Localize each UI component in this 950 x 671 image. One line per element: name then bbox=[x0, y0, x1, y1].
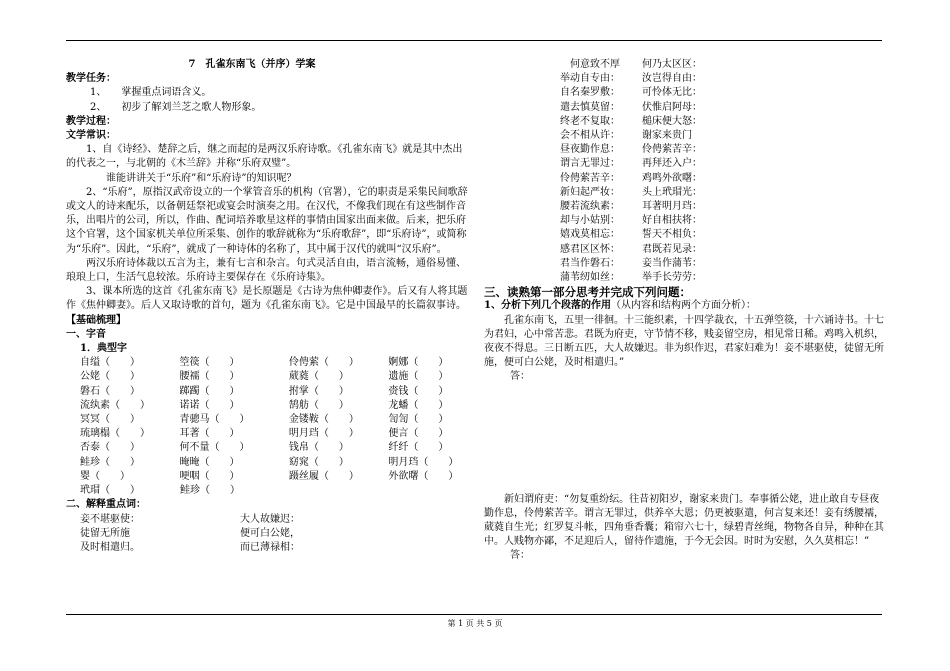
char-item: 磐石（ ） bbox=[80, 385, 140, 397]
char-item: 否泰（ ） bbox=[80, 442, 140, 454]
word-item: 腰若流纨素： bbox=[560, 201, 620, 213]
word-item: 感君区区怀： bbox=[560, 243, 620, 255]
word-item: 伏惟启阿母： bbox=[642, 101, 702, 113]
word-item: 伶俜萦苦辛： bbox=[642, 144, 702, 156]
word-item: 槌床便大怒： bbox=[642, 115, 702, 127]
char-item: 耳著（ ） bbox=[179, 428, 240, 440]
word-row bbox=[484, 58, 884, 72]
subsection-typical-chars: 1．典型字 bbox=[80, 343, 127, 355]
word-row bbox=[484, 115, 884, 129]
left-column bbox=[66, 58, 468, 555]
char-item: 青骢马（ ） bbox=[179, 414, 250, 426]
word-row bbox=[484, 143, 884, 157]
char-item: 金镂鞍（ ） bbox=[288, 414, 359, 426]
literature-question: 谁能讲讲关于“乐府”和“乐府诗”的知识呢？ bbox=[106, 172, 297, 184]
word-item: 举手长劳劳： bbox=[642, 272, 702, 284]
page-title: 7 孔雀东南飞（并序）学案 bbox=[188, 59, 316, 70]
question-1-note: （从内容和结构两个方面分析）： bbox=[610, 300, 756, 312]
char-row bbox=[80, 441, 468, 455]
word-item: 徒留无所施 bbox=[80, 527, 130, 539]
word-row bbox=[484, 186, 884, 200]
literature-paragraph: 两汉乐府诗体裁以五言为主，兼有七言和杂言。句式灵活自由，语言流畅，通俗易懂、琅琅上口，生活气息较浓。乐府诗主要保存在《乐府诗集》。 bbox=[66, 257, 466, 284]
footer-rule bbox=[66, 614, 882, 615]
word-item: 可怜体无比： bbox=[642, 87, 702, 99]
word-item: 谓言无罪过： bbox=[560, 158, 620, 170]
section-key-words: 二、解释重点词： bbox=[66, 499, 146, 511]
char-item: 自缢（ ） bbox=[80, 357, 140, 369]
answer-2-label: 答： bbox=[510, 550, 530, 562]
char-row bbox=[80, 427, 468, 441]
word-item: 耳著明月珰： bbox=[642, 201, 702, 213]
word-item: 谢家来贵门 bbox=[642, 130, 692, 142]
word-item: 妾不堪驱使： bbox=[80, 513, 140, 525]
literature-paragraph: 1、自《诗经》、楚辞之后，继之而起的是两汉乐府诗歌。《孔雀东南飞》就是其中杰出的代表之一，与北朝的《木兰辞》并称“乐府双璧”。 bbox=[66, 144, 463, 170]
char-row bbox=[80, 456, 468, 470]
word-item: 自名秦罗敷： bbox=[560, 87, 620, 99]
task-item: 1、 掌握重点词语含义。 bbox=[90, 87, 212, 99]
right-column bbox=[484, 58, 884, 564]
word-item: 头上玳瑁光： bbox=[642, 186, 702, 198]
char-row bbox=[80, 399, 468, 413]
char-item: 拊掌（ ） bbox=[288, 385, 349, 397]
word-item: 何意致不厚 bbox=[570, 59, 620, 70]
char-item: 踯躅（ ） bbox=[179, 385, 240, 397]
word-item: 再拜还入户： bbox=[642, 158, 702, 170]
word-list bbox=[66, 513, 468, 556]
tasks-heading: 教学任务： bbox=[66, 73, 116, 85]
char-item: 蹑丝履（ ） bbox=[288, 470, 359, 482]
word-row bbox=[484, 72, 884, 86]
char-item: 腰襦（ ） bbox=[179, 371, 240, 383]
word-row bbox=[66, 541, 468, 555]
char-item: 婀娜（ ） bbox=[388, 357, 449, 369]
word-item: 汝岂得自由： bbox=[642, 73, 702, 85]
char-item: 纤纤（ ） bbox=[388, 442, 449, 454]
char-item: 伶俜萦（ ） bbox=[288, 357, 359, 369]
reading-heading: 三、读熟第一部分思考并完成下列问题： bbox=[484, 285, 691, 300]
word-row bbox=[484, 157, 884, 171]
char-item: 明月珰（ ） bbox=[288, 428, 359, 440]
word-row bbox=[484, 101, 884, 115]
word-item: 新妇起严妆： bbox=[560, 186, 620, 198]
word-row bbox=[484, 271, 884, 285]
char-item: 便言（ ） bbox=[388, 428, 449, 440]
word-item: 而已薄禄相： bbox=[240, 541, 300, 553]
word-item: 嬉戏莫相忘： bbox=[560, 229, 620, 241]
task-item: 2、 初步了解刘兰芝之歌人物形象。 bbox=[90, 101, 262, 113]
char-row bbox=[80, 413, 468, 427]
char-item: 箜篌（ ） bbox=[179, 357, 240, 369]
word-row bbox=[66, 527, 468, 541]
question-1 bbox=[484, 299, 884, 313]
char-item: 訇訇（ ） bbox=[388, 414, 449, 426]
word-row bbox=[484, 228, 884, 242]
char-grid bbox=[66, 356, 468, 498]
literature-heading: 文学常识： bbox=[66, 130, 116, 142]
word-item: 遣去慎莫留： bbox=[560, 101, 620, 113]
char-row bbox=[80, 370, 468, 384]
word-item: 好自相扶将： bbox=[642, 215, 702, 227]
word-row bbox=[66, 513, 468, 527]
word-row bbox=[484, 243, 884, 257]
word-item: 及时相遣归。 bbox=[80, 541, 140, 553]
char-item: 钱帛（ ） bbox=[288, 442, 349, 454]
char-item: 赍钱（ ） bbox=[388, 385, 449, 397]
char-item: 何不量（ ） bbox=[179, 442, 250, 454]
word-item: 举动自专由： bbox=[560, 73, 620, 85]
word-item: 妾当作蒲苇： bbox=[642, 257, 702, 269]
word-item: 君既若见录： bbox=[642, 243, 702, 255]
char-item: 明月珰（ ） bbox=[388, 456, 459, 468]
question-1-label: 1、分析下列几个段落的作用 bbox=[484, 300, 611, 312]
word-row bbox=[484, 86, 884, 100]
process-heading: 教学过程： bbox=[66, 115, 116, 127]
literature-paragraph: 2、“乐府”，原指汉武帝设立的一个掌管音乐的机构（官署），它的职责是采集民间歌辞或文人的诗来配乐，以备朝廷祭祀或宴会时演奏之用。在汉代，不像我们现在有这些制作音乐，出唱片的公司，所以，作曲、配词培养歌星这样的事情由国家出面来做。后来，把乐府这个官署，这个国家机关单位所采集、创作的歌辞就称为“乐府歌辞”，即“乐府诗”，或简称为“乐府”。因此，“乐府”，就成了一种诗体的名称了，其中属于汉代的就叫“汉乐府”。 bbox=[66, 186, 468, 255]
char-item: 龙蟠（ ） bbox=[388, 399, 449, 411]
char-item: 葳蕤（ ） bbox=[288, 371, 349, 383]
char-item: 鲑珍（ ） bbox=[180, 485, 240, 497]
char-row bbox=[80, 484, 468, 498]
page-footer: 第 1 页 共 5 页 bbox=[447, 619, 503, 628]
word-item: 昼夜勤作息： bbox=[560, 144, 620, 156]
char-item: 流纨素（ ） bbox=[80, 399, 150, 411]
passage-1: 孔雀东南飞，五里一徘徊。十三能织素，十四学裁衣，十五弹箜篌，十六诵诗书。十七为君妇，心中常苦悲。君既为府吏，守节情不移，贱妾留空房，相见常日稀。鸡鸣入机织，夜夜不得息。三日断五匹，大人故嫌迟。非为织作迟，君家妇难为！妾不堪驱使，徒留无所施，便可白公姥，及时相遣归。” bbox=[484, 314, 884, 369]
char-item: 冥冥（ ） bbox=[80, 414, 140, 426]
char-item: 窈窕（ ） bbox=[288, 456, 349, 468]
word-item: 伶俜萦苦辛： bbox=[560, 172, 620, 184]
passage-2: 新妇谓府吏：“勿复重纷纭。往昔初阳岁，谢家来贵门。奉事循公姥，进止敢自专昼夜勤作息，伶俜萦苦辛。谓言无罪过，供养卒大恩；仍更被驱遣，何言复来还！妾有绣腰襦，葳蕤自生光；红罗复斗帐，四角垂香囊；箱帘六七十，绿碧青丝绳，物物各自异，种种在其中。人贱物亦鄙，不足迎后人，留待作遗施，于今无会因。时时为安慰，久久莫相忘！” bbox=[484, 493, 884, 548]
word-item: 终老不复取： bbox=[560, 115, 620, 127]
char-item: 琉璃榻（ ） bbox=[80, 428, 150, 440]
char-item: 鲑珍（ ） bbox=[80, 456, 140, 468]
char-row bbox=[80, 356, 468, 370]
char-item: 鹄舫（ ） bbox=[288, 399, 349, 411]
word-item: 蒲苇纫如丝： bbox=[560, 272, 620, 284]
char-row bbox=[80, 385, 468, 399]
basics-heading: 【基础梳理】 bbox=[66, 314, 126, 326]
word-row bbox=[484, 257, 884, 271]
word-list-continued bbox=[484, 58, 884, 285]
char-row bbox=[80, 470, 468, 484]
word-item: 却与小姑别： bbox=[560, 215, 620, 227]
word-item: 大人故嫌迟： bbox=[240, 513, 300, 525]
answer-1-label: 答： bbox=[510, 371, 530, 383]
word-item: 会不相从许： bbox=[560, 130, 620, 142]
word-item: 何乃太区区： bbox=[642, 59, 702, 70]
header-rule bbox=[66, 40, 882, 41]
word-row bbox=[484, 200, 884, 214]
char-item: 婴（ ） bbox=[80, 470, 130, 482]
word-row bbox=[484, 129, 884, 143]
char-item: 哽咽（ ） bbox=[179, 470, 240, 482]
word-item: 誓天不相负： bbox=[642, 229, 702, 241]
word-row bbox=[484, 172, 884, 186]
char-item: 遗施（ ） bbox=[388, 371, 449, 383]
word-row bbox=[484, 214, 884, 228]
word-item: 鸡鸣外欲曙： bbox=[642, 172, 702, 184]
char-item: 诺诺（ ） bbox=[179, 399, 240, 411]
char-item: 晻晻（ ） bbox=[179, 456, 240, 468]
section-pronunciation: 一、字音 bbox=[66, 328, 106, 340]
char-item: 玳瑁（ ） bbox=[80, 485, 140, 497]
char-item: 公姥（ ） bbox=[80, 371, 140, 383]
literature-paragraph: 3、课本所选的这首《孔雀东南飞》是长原题是《古诗为焦仲卿妻作》。后又有人将其题作《焦仲卿妻》。后人又取诗歌的首句，题为《孔雀东南飞》。它是中国最早的长篇叙事诗。 bbox=[66, 286, 468, 312]
word-item: 便可白公姥， bbox=[240, 527, 300, 539]
word-item: 君当作磐石： bbox=[560, 257, 620, 269]
char-item: 外欲曙（ ） bbox=[388, 470, 459, 482]
answer-1-space bbox=[484, 385, 884, 493]
